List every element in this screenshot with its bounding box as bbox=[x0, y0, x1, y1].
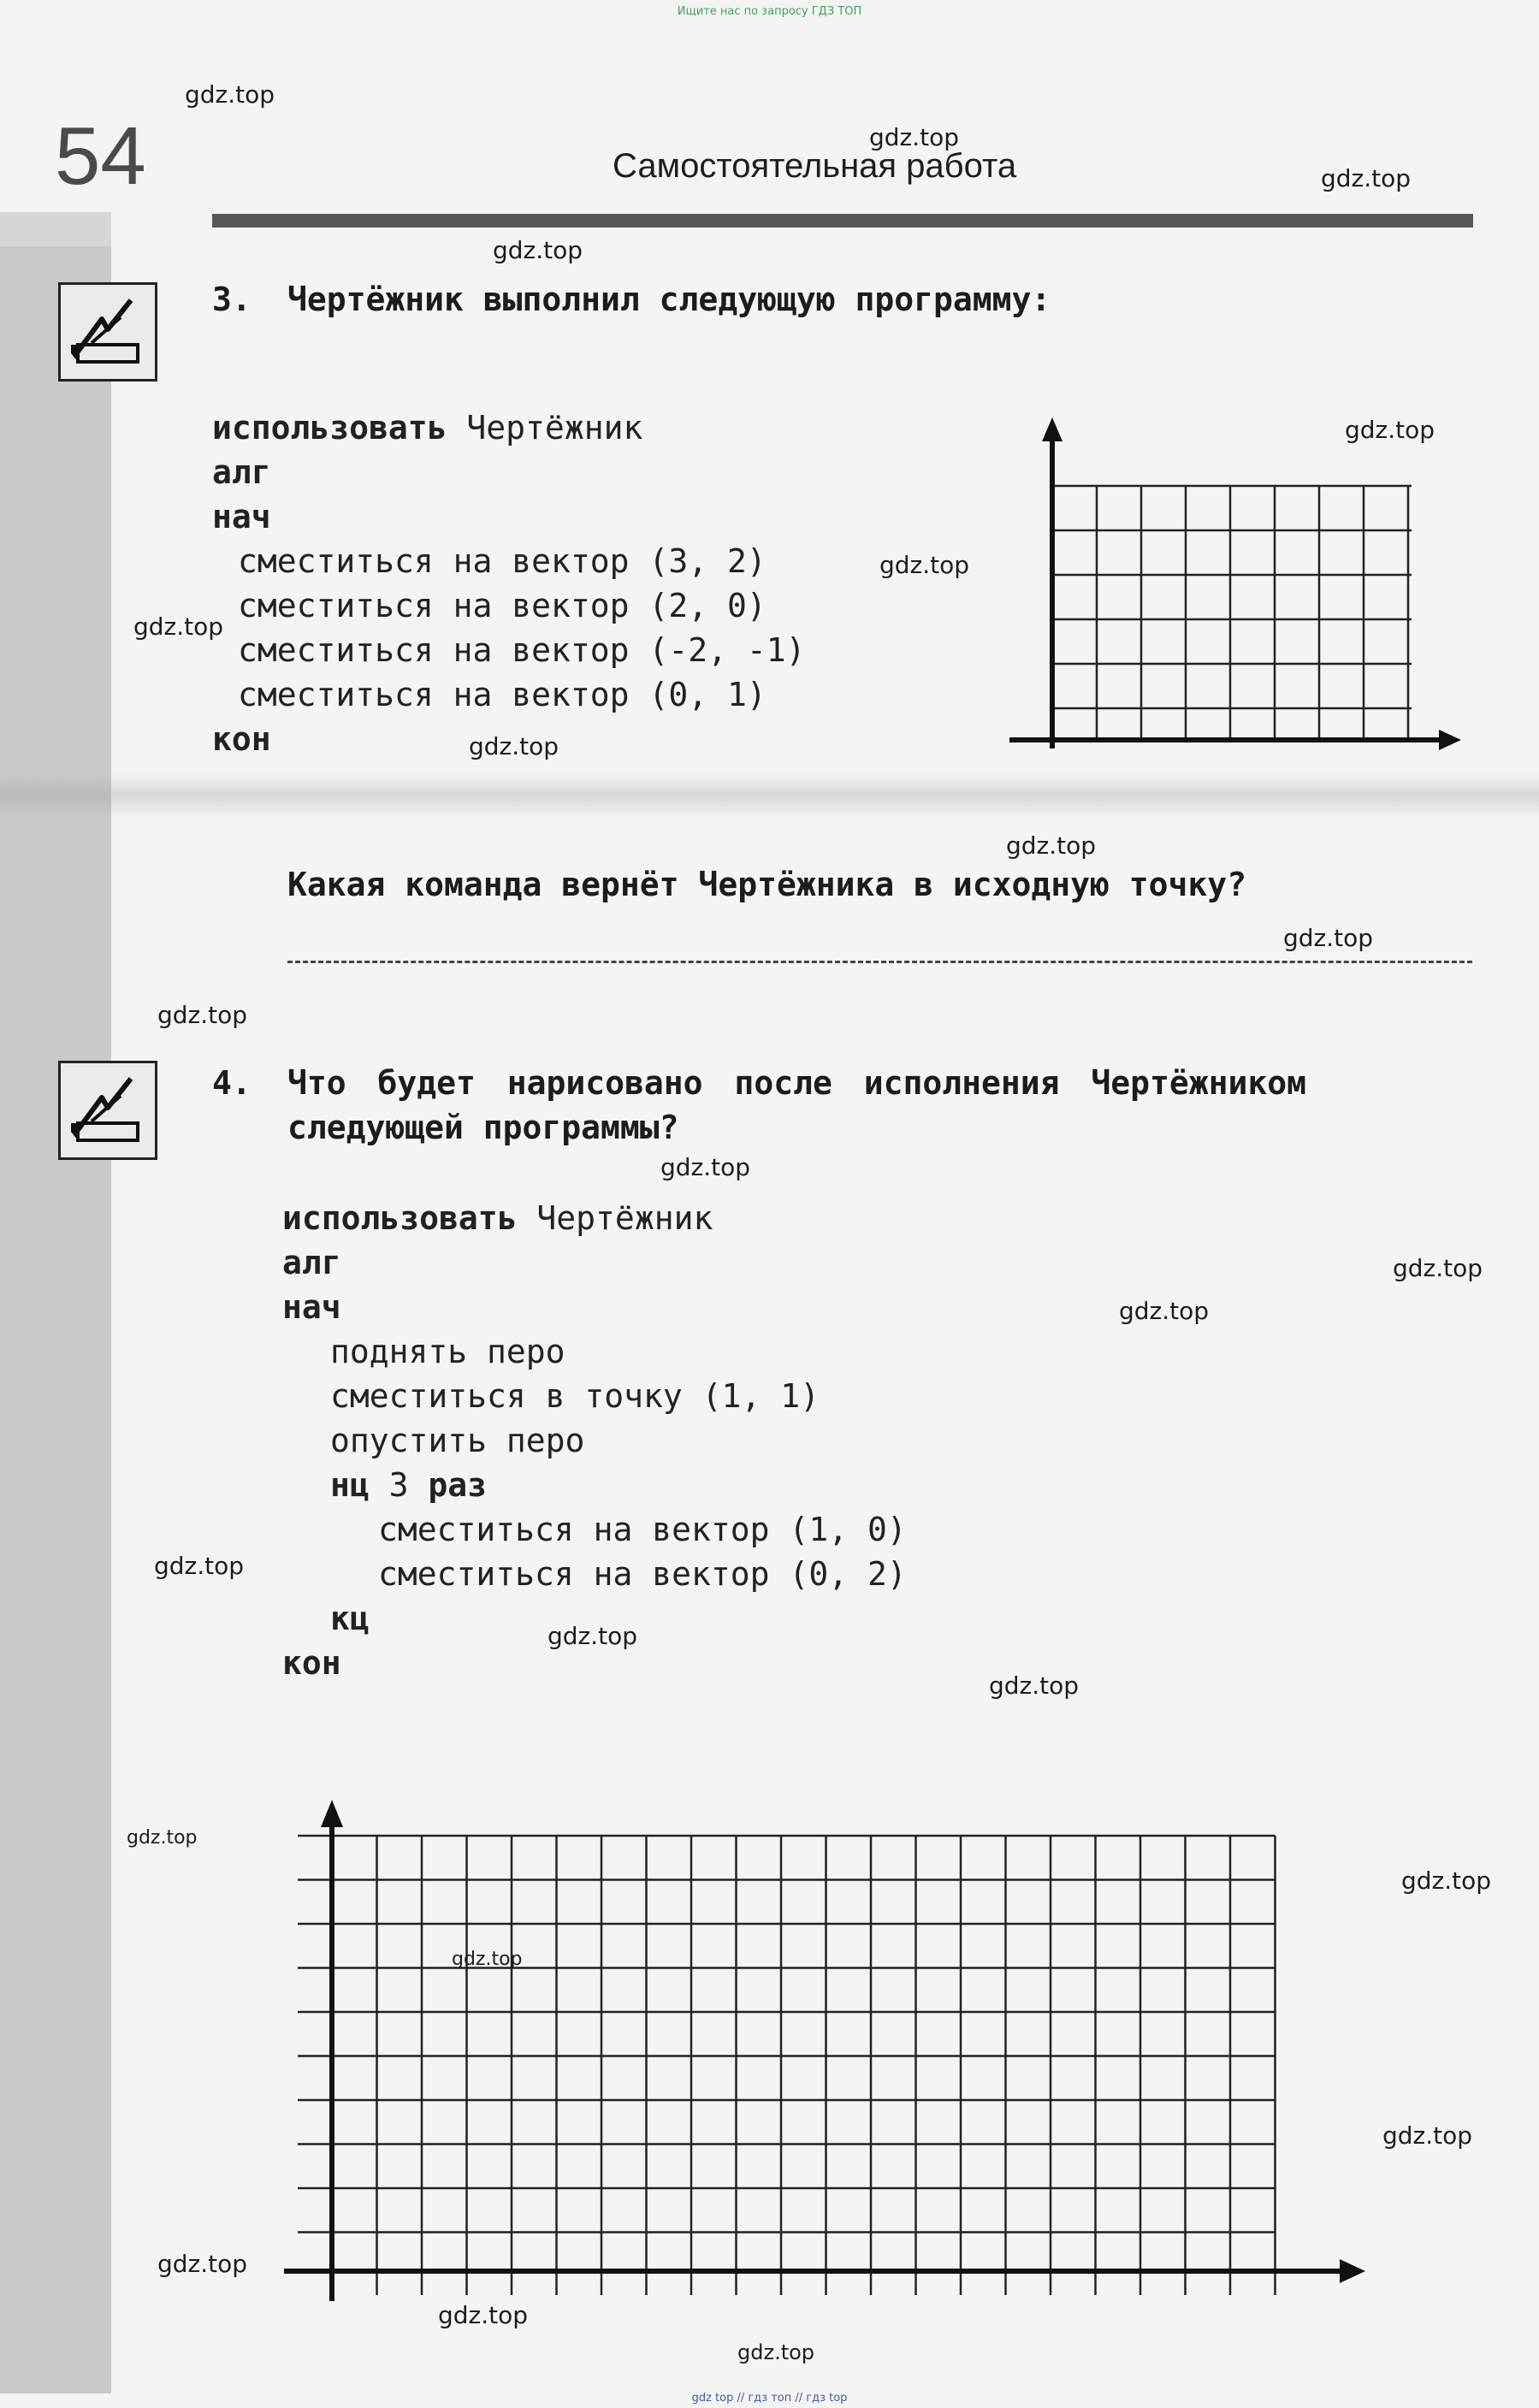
watermark: gdz.top bbox=[548, 1622, 638, 1650]
page-number: 54 bbox=[55, 110, 146, 202]
code-line: поднять перо bbox=[330, 1333, 565, 1370]
task4-number: 4. bbox=[212, 1064, 252, 1102]
section-title: Самостоятельная работа bbox=[613, 147, 1017, 185]
code-line: сместиться в точку (1, 1) bbox=[330, 1377, 820, 1415]
watermark: gdz.top bbox=[1401, 1867, 1492, 1895]
code-line: сместиться на вектор (0, 1) bbox=[238, 676, 767, 713]
watermark: gdz.top bbox=[127, 1827, 198, 1849]
watermark: gdz.top bbox=[493, 236, 583, 264]
code-line: нач bbox=[282, 1288, 341, 1326]
code-line: нц 3 раз bbox=[330, 1466, 488, 1504]
bottom-banner: gdz top // гдз топ // гдз top bbox=[691, 2392, 848, 2405]
code-line: сместиться на вектор (0, 2) bbox=[378, 1555, 907, 1593]
code-line: сместиться на вектор (2, 0) bbox=[238, 587, 767, 624]
code-line: опустить перо bbox=[330, 1422, 585, 1459]
watermark: gdz.top bbox=[1382, 2121, 1473, 2150]
watermark: gdz.top bbox=[185, 80, 275, 109]
header-rule bbox=[212, 214, 1473, 228]
answer-line[interactable] bbox=[287, 961, 1472, 963]
watermark: gdz.top bbox=[1345, 416, 1435, 444]
watermark: gdz.top bbox=[1321, 164, 1412, 192]
pencil-icon bbox=[58, 1061, 157, 1160]
task3-question: Какая команда вернёт Чертёжника в исходную точку? bbox=[287, 866, 1247, 903]
watermark: gdz.top bbox=[438, 2301, 529, 2329]
watermark: gdz.top bbox=[660, 1153, 751, 1181]
left-margin-band bbox=[0, 212, 111, 2393]
task4-prompt-line1: Что будет нарисовано после исполнения Чертёжником bbox=[287, 1064, 1307, 1102]
watermark: gdz.top bbox=[157, 1001, 248, 1029]
pencil-icon bbox=[58, 282, 157, 382]
watermark: gdz.top bbox=[157, 2250, 248, 2278]
code-line: использовать Чертёжник bbox=[212, 409, 643, 447]
code-line: кон bbox=[282, 1644, 341, 1682]
watermark: gdz.top bbox=[469, 732, 559, 760]
code-line: нач bbox=[212, 498, 271, 535]
code-line: кон bbox=[212, 720, 271, 758]
task4-prompt-line2: следующей программы? bbox=[287, 1109, 679, 1146]
code-line: алг bbox=[282, 1244, 341, 1281]
watermark: gdz.top bbox=[737, 2340, 815, 2364]
code-line: сместиться на вектор (3, 2) bbox=[238, 542, 767, 580]
top-banner: Ищите нас по запросу ГДЗ ТОП bbox=[677, 5, 862, 18]
task3-number: 3. bbox=[212, 281, 252, 318]
watermark: gdz.top bbox=[869, 123, 960, 151]
watermark: gdz.top bbox=[452, 1949, 523, 1970]
task4-code-block bbox=[282, 1196, 907, 1685]
task3-coordinate-grid bbox=[1001, 411, 1463, 753]
code-line: алг bbox=[212, 453, 271, 491]
watermark: gdz.top bbox=[154, 1552, 245, 1580]
task3-prompt: Чертёжник выполнил следующую программу: bbox=[287, 281, 1051, 318]
task3-code-block bbox=[212, 405, 805, 761]
watermark: gdz.top bbox=[133, 612, 224, 641]
code-line: сместиться на вектор (-2, -1) bbox=[238, 631, 806, 669]
watermark: gdz.top bbox=[989, 1671, 1080, 1700]
code-line: сместиться на вектор (1, 0) bbox=[378, 1511, 907, 1548]
watermark: gdz.top bbox=[1119, 1297, 1210, 1325]
code-line: использовать Чертёжник bbox=[282, 1199, 713, 1237]
watermark: gdz.top bbox=[1393, 1254, 1483, 1282]
watermark: gdz.top bbox=[879, 551, 970, 579]
task4-coordinate-grid bbox=[274, 1788, 1369, 2318]
left-margin-band-top bbox=[0, 212, 111, 246]
watermark: gdz.top bbox=[1006, 831, 1097, 860]
scan-fold-band bbox=[0, 774, 1539, 817]
code-line: кц bbox=[330, 1600, 370, 1637]
watermark: gdz.top bbox=[1283, 924, 1374, 952]
